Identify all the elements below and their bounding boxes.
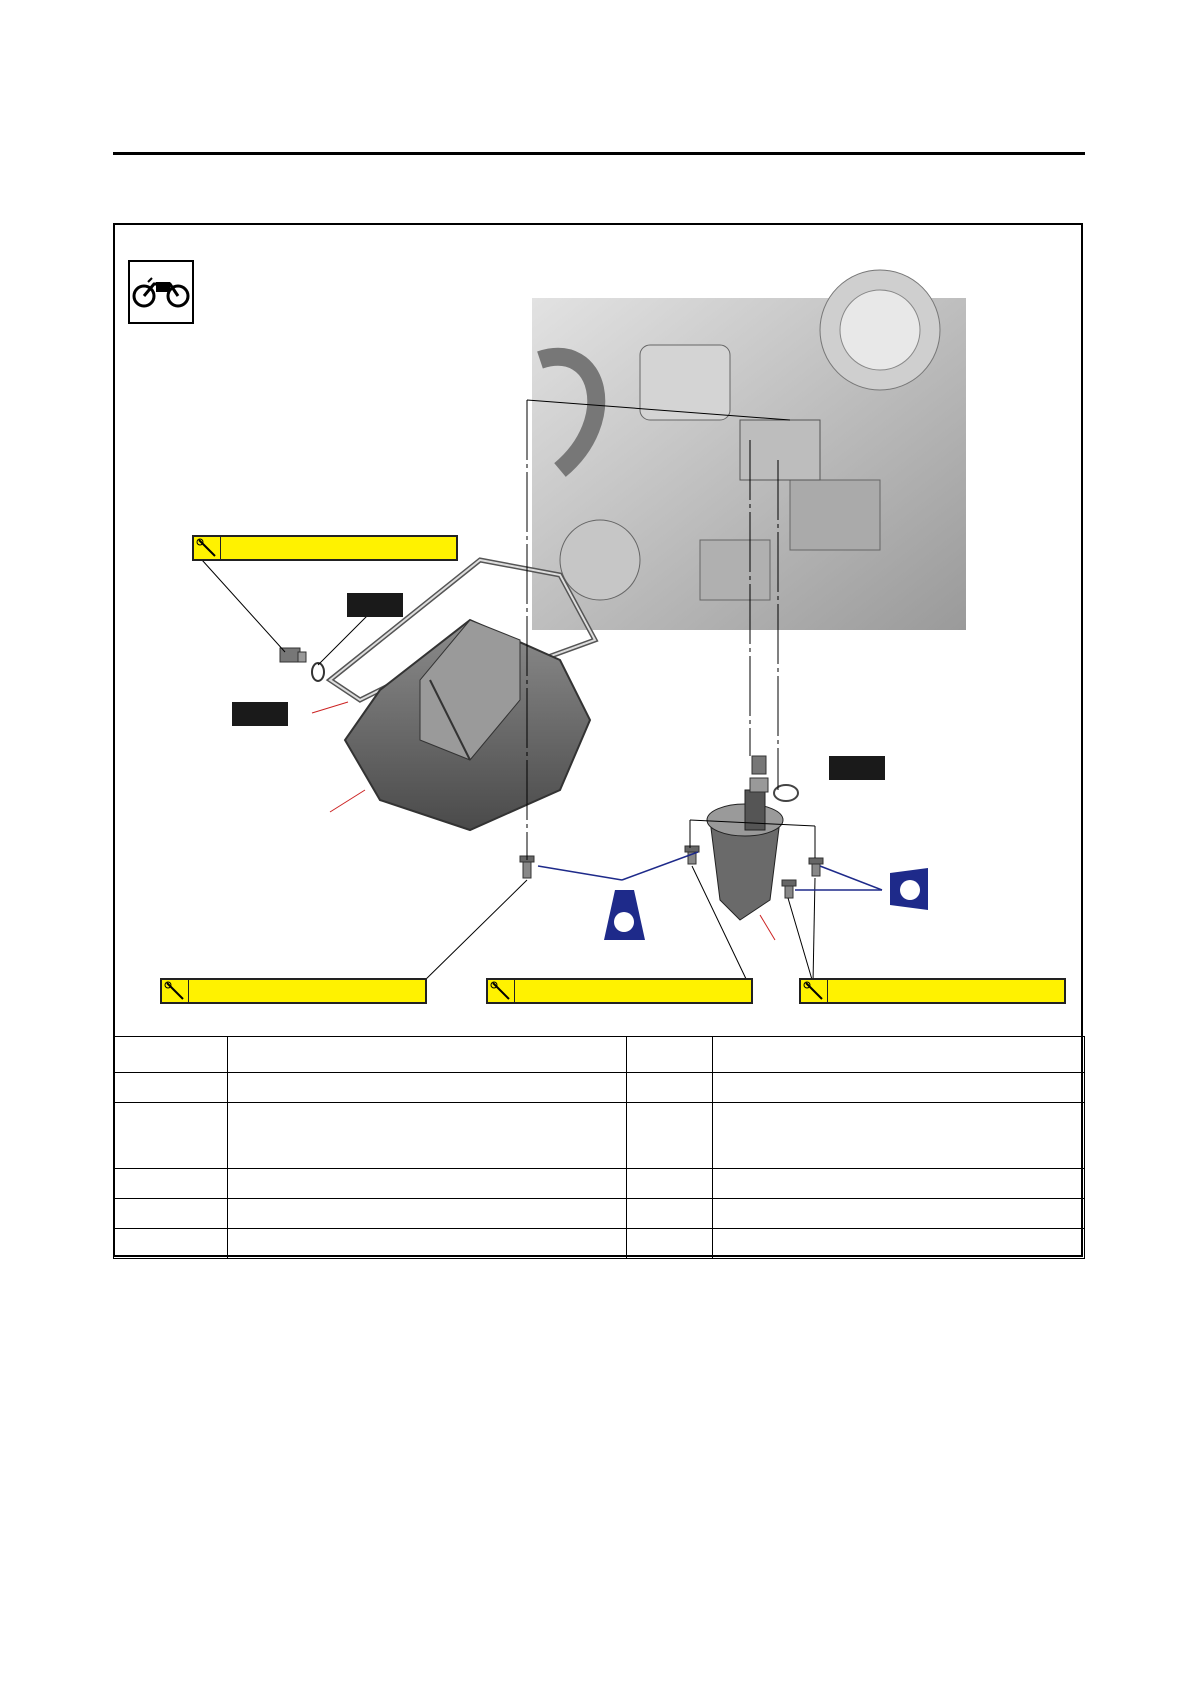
table-cell (627, 1229, 713, 1259)
table-cell (627, 1073, 713, 1103)
torque-wrench-icon (488, 980, 515, 1002)
torque-wrench-icon (801, 980, 828, 1002)
table-row (114, 1103, 1085, 1169)
torque-label (799, 978, 1066, 1004)
torque-label (160, 978, 427, 1004)
table-cell (627, 1199, 713, 1229)
table-row (114, 1199, 1085, 1229)
table-row (114, 1229, 1085, 1259)
new-part-tag (347, 593, 403, 617)
oil-pan (345, 620, 590, 830)
table-cell (114, 1037, 228, 1073)
new-part-tag (829, 756, 885, 780)
table-cell (627, 1037, 713, 1073)
table-cell (114, 1229, 228, 1259)
table-cell (114, 1169, 228, 1199)
engine-block-image (532, 270, 966, 630)
torque-label (192, 535, 458, 561)
table-cell (114, 1199, 228, 1229)
table-row (114, 1073, 1085, 1103)
torque-label (486, 978, 753, 1004)
table-cell (227, 1169, 627, 1199)
table-cell (627, 1103, 713, 1169)
table-cell (627, 1169, 713, 1199)
sealant-icon (890, 868, 928, 910)
table-row (114, 1037, 1085, 1073)
drain-washer (312, 663, 324, 681)
strainer-bolt (782, 880, 796, 898)
torque-wrench-icon (194, 537, 221, 559)
oil-strainer (707, 790, 783, 920)
table-cell (227, 1073, 627, 1103)
table-cell (713, 1037, 1085, 1073)
relief-valve (750, 756, 768, 792)
table-cell (114, 1073, 228, 1103)
table-cell (713, 1199, 1085, 1229)
sealant-arrows (538, 852, 882, 890)
motorcycle-icon (128, 260, 194, 324)
new-part-tag (232, 702, 288, 726)
table-cell (227, 1199, 627, 1229)
table-cell (227, 1103, 627, 1169)
table-cell (713, 1073, 1085, 1103)
table-cell (227, 1037, 627, 1073)
parts-table (113, 1036, 1085, 1259)
table-row (114, 1169, 1085, 1199)
table-cell (713, 1169, 1085, 1199)
torque-wrench-icon (162, 980, 189, 1002)
sealant-icon (604, 890, 645, 940)
table-cell (713, 1229, 1085, 1259)
table-cell (227, 1229, 627, 1259)
table-cell (114, 1103, 228, 1169)
table-cell (713, 1103, 1085, 1169)
